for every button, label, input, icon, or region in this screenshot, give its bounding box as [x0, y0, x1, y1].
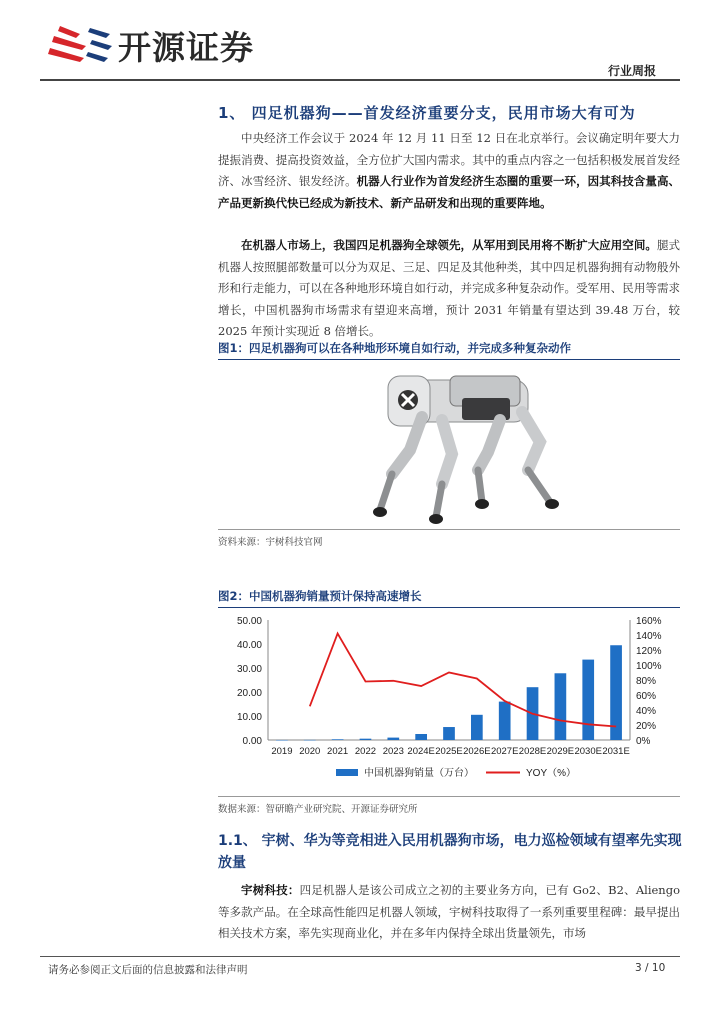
- bar-2029E: [555, 673, 567, 740]
- y-left-tick-label: 40.00: [236, 640, 262, 651]
- x-tick-label: 2031E: [602, 746, 630, 757]
- bar-2024E: [415, 734, 427, 740]
- bar-2021: [332, 739, 344, 740]
- bar-2030E: [582, 660, 594, 740]
- bar-2019: [276, 740, 288, 741]
- bar-2027E: [499, 702, 511, 740]
- y-right-tick-label: 120%: [636, 646, 662, 657]
- para1-normal: 中央经济工作会议于 2024 年 12 月 11 日至 12 日在北京举行。会议确定明年要大力提振消费、提高投资效益，全方位扩大国内需求。其中的重点内容之一包括积极发展首发经济、冰雪经济、银发经济。: [218, 131, 680, 188]
- figure-1-title: 图1：四足机器狗可以在各种地形环境自如行动，并完成多种复杂动作: [218, 340, 680, 360]
- section-1-1-title: 1.1、 宇树、华为等竞相进入民用机器狗市场，电力巡检领域有望率先实现放量: [218, 833, 682, 871]
- y-right-tick-label: 140%: [636, 631, 662, 642]
- para2-bold: 在机器人市场上，我国四足机器狗全球领先，从军用到民用将不断扩大应用空间。: [241, 238, 657, 252]
- y-right-tick-label: 80%: [636, 676, 657, 687]
- bar-2022: [360, 739, 372, 740]
- y-right-tick-label: 160%: [636, 616, 662, 627]
- y-right-tick-label: 40%: [636, 706, 657, 717]
- legend-line-label: YOY（%）: [526, 768, 577, 779]
- x-tick-label: 2024E: [407, 746, 435, 757]
- x-tick-label: 2026E: [463, 746, 491, 757]
- para1-bold: 机器人行业作为首发经济生态圈的重要一环，因其科技含量高、产品更新换代快已经成为新技术、新产品研发和出现的重要阵地。: [218, 174, 681, 210]
- figure-1-source: 资料来源：宇树科技官网: [218, 529, 680, 548]
- x-tick-label: 2021: [327, 746, 349, 757]
- bar-2023: [387, 738, 399, 740]
- section-1-title: 1、 四足机器狗——首发经济重要分支，民用市场大有可为: [218, 104, 636, 122]
- page-number: 3 / 10: [635, 962, 666, 974]
- x-tick-label: 2023: [382, 746, 404, 757]
- para11-bold: 宇树科技：: [241, 883, 300, 897]
- section-1-paragraph-2: [218, 235, 680, 343]
- y-left-tick-label: 20.00: [236, 688, 262, 699]
- sales-chart: [218, 608, 680, 792]
- bar-2020: [304, 740, 316, 741]
- x-tick-label: 2030E: [574, 746, 602, 757]
- brand-name: 开源证券: [118, 28, 254, 67]
- section-1-paragraph-1: [218, 128, 680, 214]
- x-tick-label: 2022: [354, 746, 377, 757]
- y-left-tick-label: 30.00: [236, 664, 262, 675]
- footer-disclaimer: 请务必参阅正文后面的信息披露和法律声明: [48, 964, 248, 976]
- para11-normal: 四足机器人是该公司成立之初的主要业务方向，已有 Go2、B2、Aliengo 等多款产品。在全球高性能四足机器人领域，宇树科技取得了一系列重要里程碑：最早提出相关技术方案，率先实现商业化，并在多年内保持全球出货量领先，市场: [218, 883, 680, 940]
- y-right-tick-label: 0%: [636, 736, 651, 747]
- y-right-tick-label: 20%: [636, 721, 657, 732]
- y-right-tick-label: 60%: [636, 691, 657, 702]
- x-tick-label: 2025E: [435, 746, 463, 757]
- report-type-tag: 行业周报: [608, 64, 657, 78]
- x-tick-label: 2020: [299, 746, 321, 757]
- section-1-1-paragraph: [218, 880, 680, 945]
- y-left-tick-label: 10.00: [236, 712, 262, 723]
- x-tick-label: 2028E: [518, 746, 547, 757]
- y-right-tick-label: 100%: [636, 661, 662, 672]
- bar-2026E: [471, 715, 483, 740]
- header-divider: [40, 79, 680, 81]
- x-tick-label: 2019: [271, 746, 293, 757]
- para2-normal: 腿式机器人按照腿部数量可以分为双足、三足、四足及其他种类，其中四足机器狗拥有动物般外形和行走能力，可以在各种地形环境自如行动，并完成多种复杂动作。受军用、民用等需求增长，中国机器狗市场需求有望迎来高增，预计 2031 年销量有望达到 39.48 万台，较 2025 年预计实现近 8 倍增长。: [218, 238, 681, 338]
- figure-2-source: 数据来源：智研瞻产业研究院、开源证券研究所: [218, 796, 680, 815]
- x-tick-label: 2029E: [546, 746, 575, 757]
- figure-2-title: 图2：中国机器狗销量预计保持高速增长: [218, 588, 680, 608]
- legend-bar-swatch: [336, 769, 358, 776]
- bar-2025E: [443, 727, 455, 740]
- y-left-tick-label: 50.00: [236, 616, 262, 627]
- robot-dog-image: [350, 362, 580, 527]
- footer-divider: [40, 956, 680, 957]
- x-tick-label: 2027E: [490, 746, 519, 757]
- yoy-line: [310, 634, 616, 727]
- y-left-tick-label: 0.00: [242, 736, 262, 747]
- legend-bar-label: 中国机器狗销量（万台）: [364, 768, 474, 779]
